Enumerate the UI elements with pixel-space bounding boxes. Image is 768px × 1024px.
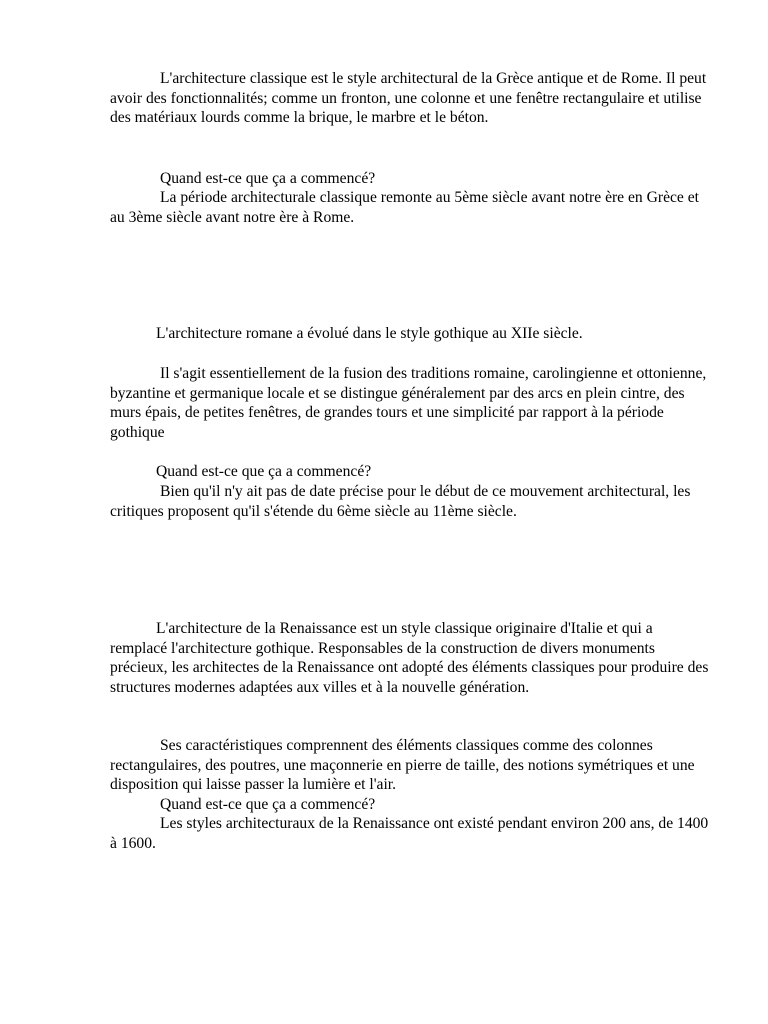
classical-question: Quand est-ce que ça a commencé? [160, 170, 376, 187]
romanesque-question: Quand est-ce que ça a commencé? [156, 463, 372, 480]
romanesque-description-paragraph: Il s'agit essentiellement de la fusion des traditions romaine, carolingienne et ottonienne, byzantine et germanique locale et se distingue généralement par des arcs en plein cintre, des murs épais, de petites fenêtres, de grandes tours et une simplicité par rapport à la période gothique [110, 365, 707, 441]
romanesque-answer-paragraph: Bien qu'il n'y ait pas de date précise pour le début de ce mouvement architectural, les critiques proposent qu'il s'étende du 6ème siècle au 11ème siècle. [110, 483, 691, 520]
renaissance-question: Quand est-ce que ça a commencé? [160, 796, 376, 813]
renaissance-features-paragraph: Ses caractéristiques comprennent des éléments classiques comme des colonnes rectangulaires, des poutres, une maçonnerie en pierre de taille, des notions symétriques et une disposition qui laisse passer la lumière et l'air. [110, 737, 695, 794]
romanesque-intro-paragraph: L'architecture romane a évolué dans le style gothique au XIIe siècle. [156, 325, 583, 342]
classical-intro-paragraph: L'architecture classique est le style architectural de la Grèce antique et de Rome. Il peut avoir des fonctionnalités; comme un fronton, une colonne et une fenêtre rectangulaire et utilise des matériaux lourds comme la brique, le marbre et le béton. [110, 70, 707, 127]
renaissance-intro-paragraph: L'architecture de la Renaissance est un style classique originaire d'Italie et qui a remplacé l'architecture gothique. Responsables de la construction de divers monuments précieux, les architectes de la Renaissance ont adopté des éléments classiques pour produire des structures modernes adaptées aux villes et à la nouvelle génération. [110, 620, 709, 696]
classical-answer-paragraph: La période architecturale classique remonte au 5ème siècle avant notre ère en Grèce et au 3ème siècle avant notre ère à Rome. [110, 189, 699, 226]
renaissance-answer-paragraph: Les styles architecturaux de la Renaissance ont existé pendant environ 200 ans, de 1400 à 1600. [110, 815, 709, 852]
